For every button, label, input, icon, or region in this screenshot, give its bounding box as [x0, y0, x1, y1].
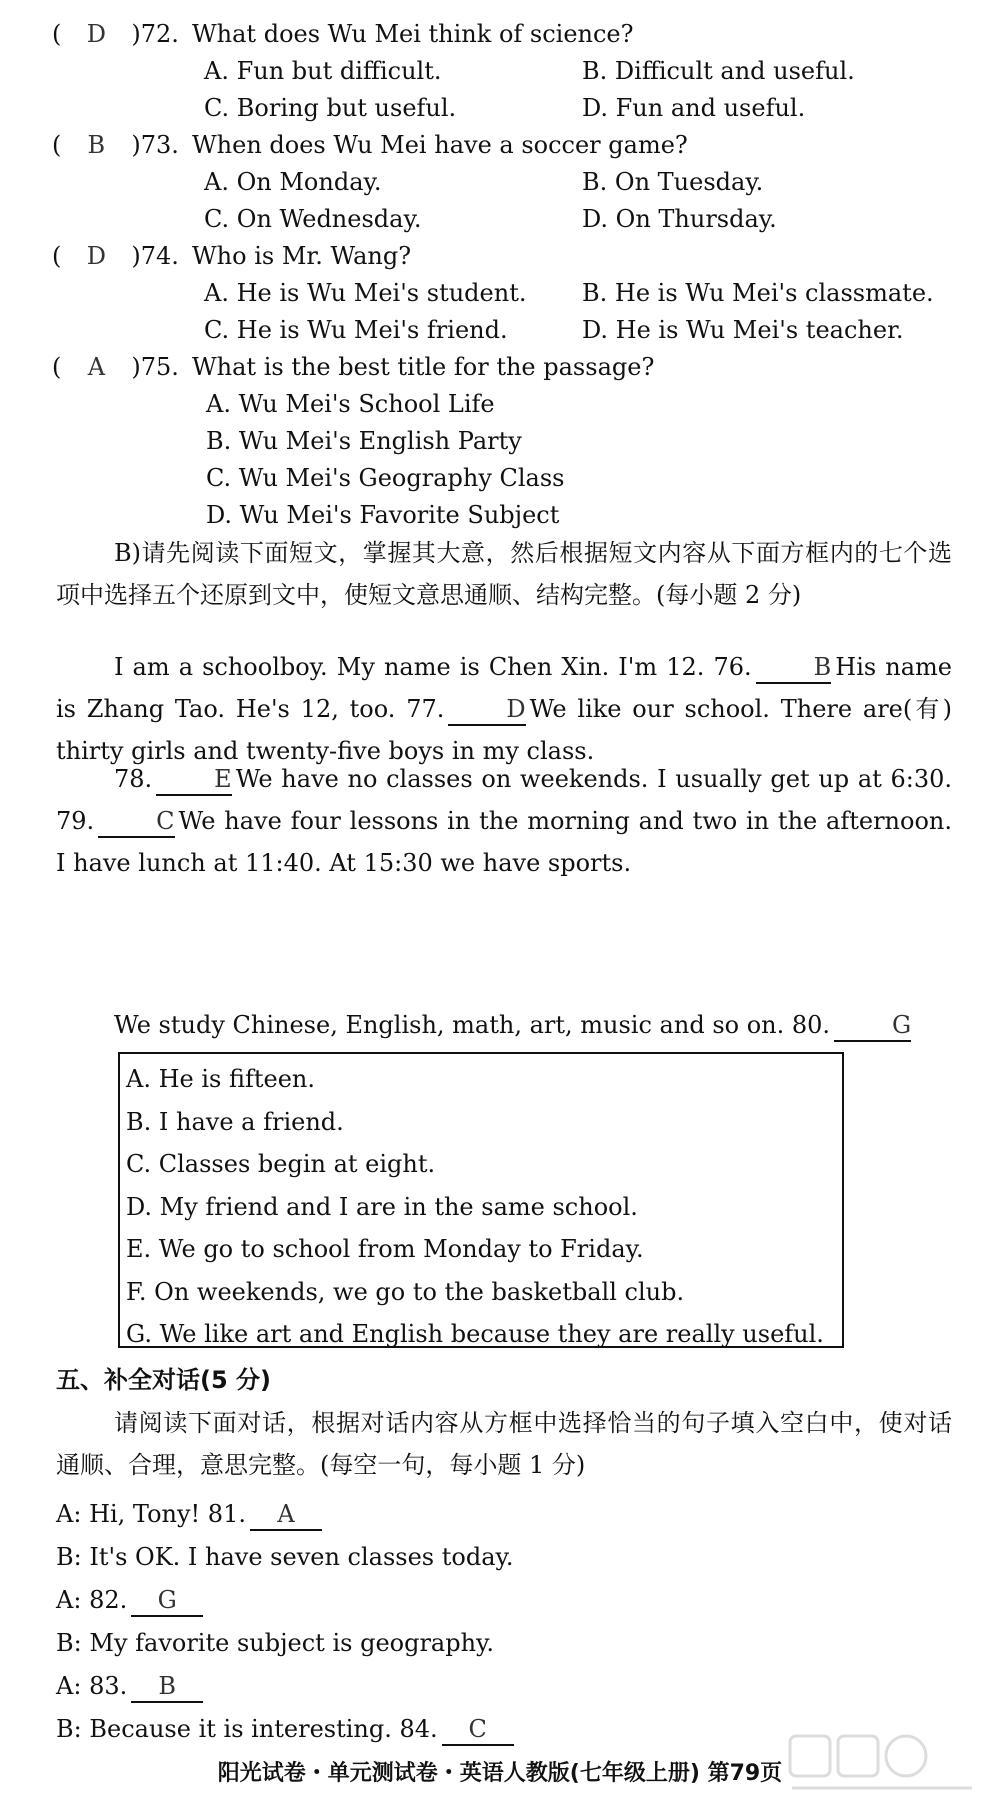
answer-bracket: ( B )73. [52, 125, 192, 165]
blank-82: G [131, 1585, 203, 1617]
answer-bracket: ( A )75. [52, 347, 192, 387]
option: C. On Wednesday. [204, 205, 422, 233]
option: A. On Monday. [204, 168, 382, 196]
question-text: What does Wu Mei think of science? [192, 20, 634, 48]
question-text: When does Wu Mei have a soccer game? [192, 131, 688, 159]
dialogue-line: B: Because it is interesting. 84. C [56, 1709, 518, 1749]
box-option-d: D. My friend and I are in the same school. [126, 1192, 638, 1221]
dialogue-line: B: It's OK. I have seven classes today. [56, 1543, 514, 1571]
question-75 [52, 347, 952, 387]
question-74 [52, 236, 952, 276]
option: B. Wu Mei's English Party [206, 427, 522, 455]
option: D. He is Wu Mei's teacher. [582, 316, 904, 344]
option: C. Boring but useful. [204, 94, 457, 122]
option: A. Fun but difficult. [204, 57, 442, 85]
blank-84: C [442, 1714, 514, 1746]
answer-value: D [86, 242, 106, 270]
dialogue-line: A: 83. B [56, 1666, 207, 1706]
question-text: What is the best title for the passage? [192, 353, 655, 381]
option: D. Wu Mei's Favorite Subject [206, 501, 560, 529]
answer-value: A [87, 353, 106, 381]
blank-76: B [756, 652, 832, 684]
blank-77: D [448, 694, 525, 726]
options-box [118, 1052, 844, 1348]
passage-paragraph-2: 78. E We have no classes on weekends. I usually get up at 6:30. 79. C We have four lessons in the morning and two in the afternoon. I have lunch at 11:40. At 15:30 we have sports. [56, 765, 952, 877]
box-option-e: E. We go to school from Monday to Friday. [126, 1235, 644, 1263]
option: B. Difficult and useful. [582, 57, 855, 85]
page-footer: 阳光试卷・单元测试卷・英语人教版(七年级上册) 第79页 [217, 1761, 783, 1786]
option: D. Fun and useful. [582, 94, 806, 122]
blank-79: C [98, 806, 174, 838]
watermark-logo [782, 1728, 982, 1798]
section-b-instruction: B)请先阅读下面短文，掌握其大意，然后根据短文内容从下面方框内的七个选项中选择五个还原到文中，使短文意思通顺、结构完整。(每小题 2 分) [56, 539, 952, 609]
box-option-c: C. Classes begin at eight. [126, 1150, 436, 1178]
box-option-g: G. We like art and English because they are really useful. [126, 1320, 824, 1348]
option: B. On Tuesday. [582, 168, 764, 196]
answer-bracket: ( D )74. [52, 236, 192, 276]
option: D. On Thursday. [582, 205, 777, 233]
question-73 [52, 125, 952, 165]
dialogue-line: B: My favorite subject is geography. [56, 1629, 495, 1657]
blank-80: G [834, 1010, 911, 1042]
option: C. He is Wu Mei's friend. [204, 316, 508, 344]
option: C. Wu Mei's Geography Class [206, 464, 565, 492]
dialogue-line: A: 82. G [56, 1580, 207, 1620]
passage-paragraph-1: I am a schoolboy. My name is Chen Xin. I'm 12. 76. B His name is Zhang Tao. He's 12, too. 77. D We like our school. There are(有) thirty girls and twenty-five boys in my class. [56, 653, 952, 765]
blank-83: B [131, 1671, 203, 1703]
box-option-b: B. I have a friend. [126, 1107, 344, 1136]
answer-bracket: ( D )72. [52, 14, 192, 54]
answer-value: D [86, 20, 106, 48]
answer-value: B [87, 131, 106, 159]
box-option-a: A. He is fifteen. [126, 1065, 315, 1093]
blank-81: A [250, 1499, 322, 1531]
box-option-f: F. On weekends, we go to the basketball club. [126, 1277, 685, 1306]
question-72 [52, 14, 952, 54]
section-5-instruction: 请阅读下面对话，根据对话内容从方框中选择恰当的句子填入空白中，使对话通顺、合理，意思完整。(每空一句，每小题 1 分) [56, 1409, 952, 1479]
section-5-heading: 五、补全对话(5 分) [56, 1366, 271, 1394]
blank-78: E [156, 764, 232, 796]
option: A. Wu Mei's School Life [206, 390, 495, 418]
passage-paragraph-3: We study Chinese, English, math, art, music and so on. 80. G [56, 1004, 952, 1046]
option: B. He is Wu Mei's classmate. [582, 279, 934, 307]
question-text: Who is Mr. Wang? [192, 242, 412, 270]
dialogue-line: A: Hi, Tony! 81. A [56, 1494, 326, 1534]
option: A. He is Wu Mei's student. [204, 279, 527, 307]
